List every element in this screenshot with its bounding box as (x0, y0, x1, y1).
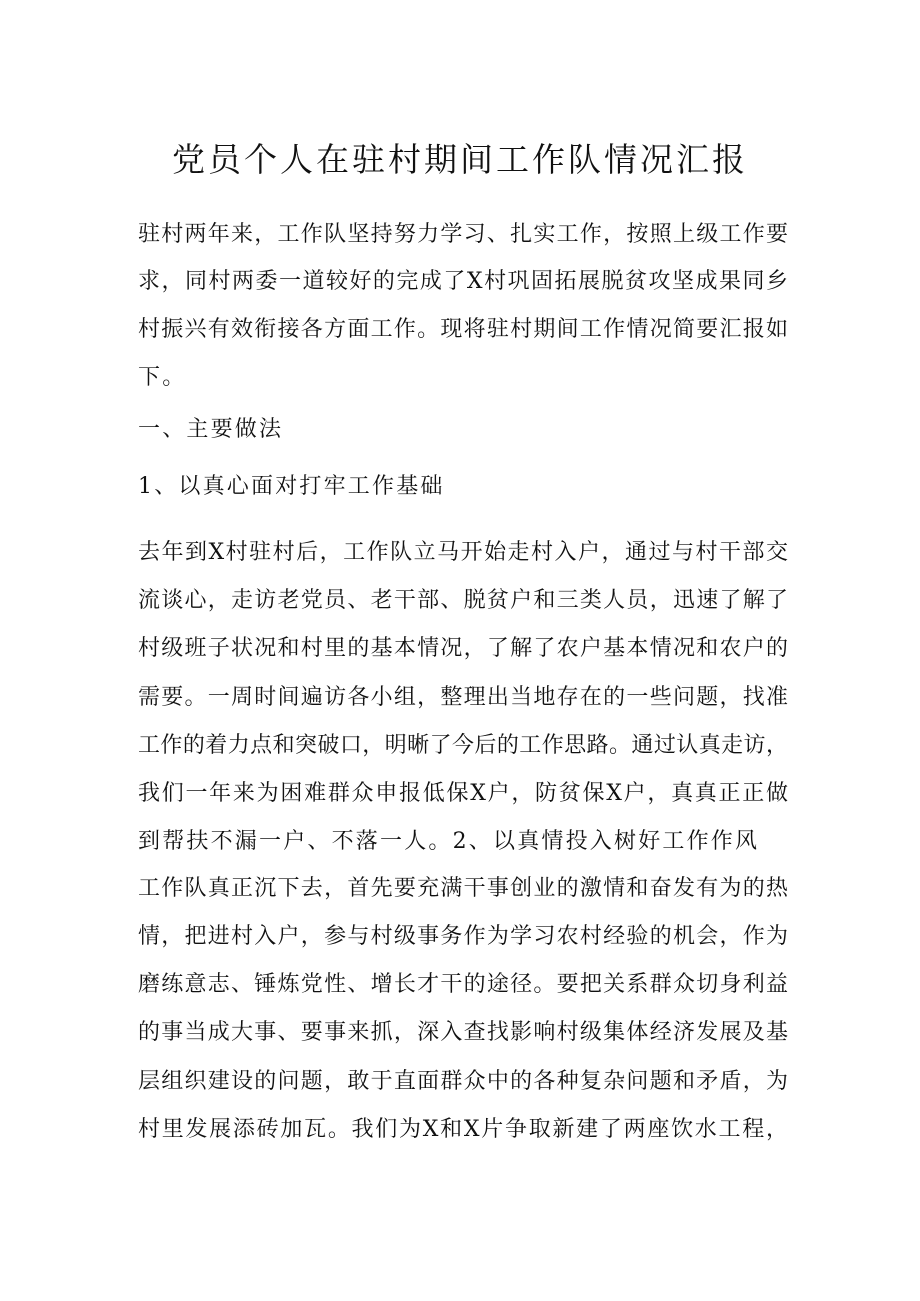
paragraph-line: 村振兴有效衔接各方面工作。现将驻村期间工作情况简要汇报如 (138, 317, 788, 342)
paragraph-line: 驻村两年来，工作队坚持努力学习、扎实工作，按照上级工作要 (138, 222, 788, 247)
paragraph-line: 磨练意志、锤炼党性、增长才干的途径。要把关系群众切身利益 (138, 972, 788, 997)
paragraph-line: 工作的着力点和突破口，明晰了今后的工作思路。通过认真走访， (138, 733, 788, 758)
document-title: 党员个人在驻村期间工作队情况汇报 (172, 140, 748, 179)
paragraph-line: 我们一年来为困难群众申报低保X户，防贫保X户，真真正正做 (138, 781, 788, 806)
paragraph-line: 下。 (138, 365, 187, 390)
paragraph-line: 的事当成大事、要事来抓，深入查找影响村级集体经济发展及基 (138, 1020, 788, 1045)
subsection-heading: 1、以真心面对打牢工作基础 (138, 474, 445, 499)
paragraph-line: 到帮扶不漏一户、不落一人。2、以真情投入树好工作作风 (138, 829, 760, 854)
paragraph-line: 村里发展添砖加瓦。我们为X和X片争取新建了两座饮水工程， (138, 1117, 788, 1142)
paragraph-line: 流谈心，走访老党员、老干部、脱贫户和三类人员，迅速了解了 (138, 588, 788, 613)
paragraph-line: 层组织建设的问题，敢于直面群众中的各种复杂问题和矛盾，为 (138, 1069, 788, 1094)
paragraph-line: 情，把进村入户，参与村级事务作为学习农村经验的机会，作为 (138, 924, 788, 949)
paragraph-line: 工作队真正沉下去，首先要充满干事创业的激情和奋发有为的热 (138, 876, 788, 901)
paragraph-line: 村级班子状况和村里的基本情况，了解了农户基本情况和农户的 (138, 636, 788, 661)
section-heading: 一、主要做法 (138, 417, 284, 442)
paragraph-line: 需要。一周时间遍访各小组，整理出当地存在的一些问题，找准 (138, 685, 788, 710)
paragraph-line: 去年到X村驻村后，工作队立马开始走村入户，通过与村干部交 (138, 540, 788, 565)
paragraph-line: 求，同村两委一道较好的完成了X村巩固拓展脱贫攻坚成果同乡 (138, 269, 788, 294)
